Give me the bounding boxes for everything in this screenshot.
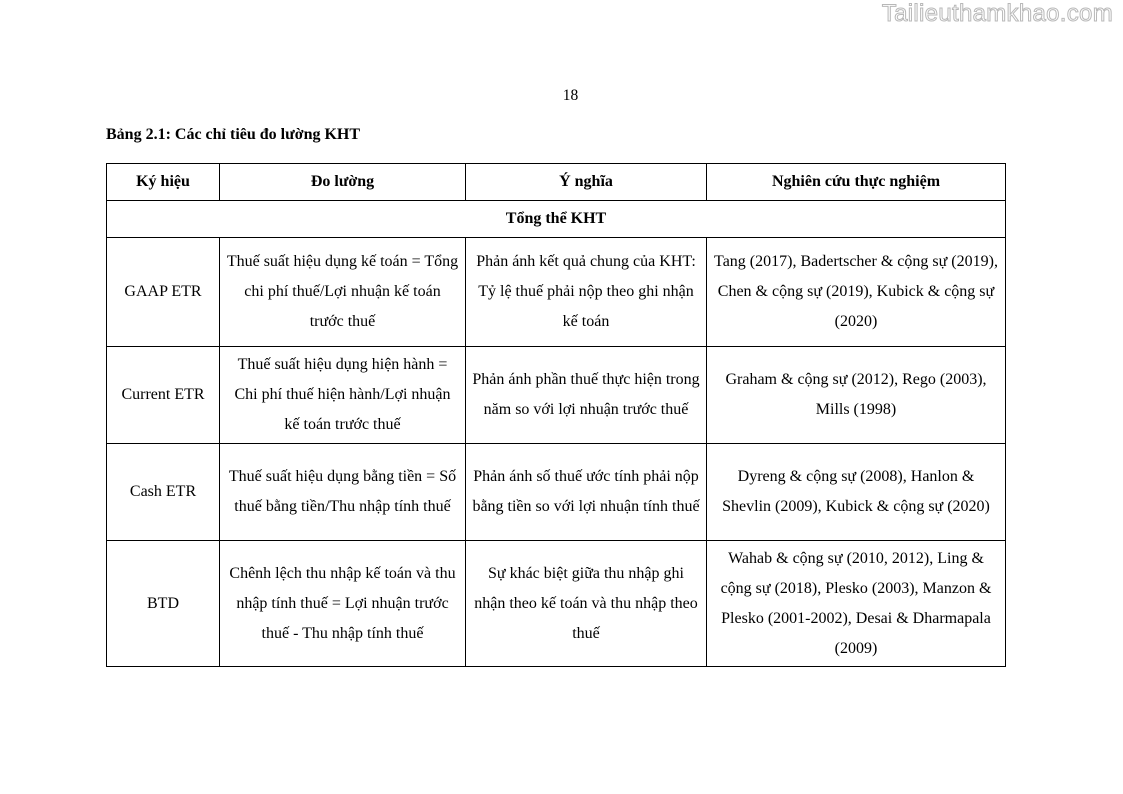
cell-meaning: Phản ánh số thuế ước tính phải nộp bằng tiền so với lợi nhuận tính thuế	[466, 444, 707, 541]
table-row	[107, 541, 1006, 667]
cell-studies: Tang (2017), Badertscher & cộng sự (2019), Chen & cộng sự (2019), Kubick & cộng sự (2020)	[707, 238, 1006, 347]
cell-symbol: Cash ETR	[107, 444, 220, 541]
cell-meaning: Phản ánh phần thuế thực hiện trong năm so với lợi nhuận trước thuế	[466, 347, 707, 444]
metrics-table	[106, 163, 1006, 667]
group-row	[107, 201, 1006, 238]
cell-meaning: Phản ánh kết quả chung của KHT: Tỷ lệ thuế phải nộp theo ghi nhận kế toán	[466, 238, 707, 347]
page-number: 18	[562, 87, 579, 104]
cell-symbol: BTD	[107, 541, 220, 667]
cell-meaning: Sự khác biệt giữa thu nhập ghi nhận theo kế toán và thu nhập theo thuế	[466, 541, 707, 667]
cell-studies: Graham & cộng sự (2012), Rego (2003), Mills (1998)	[707, 347, 1006, 444]
table-row	[107, 347, 1006, 444]
table-header-row	[107, 164, 1006, 201]
cell-studies: Wahab & cộng sự (2010, 2012), Ling & cộng sự (2018), Plesko (2003), Manzon & Plesko (2001-2002), Desai & Dharmapala (2009)	[707, 541, 1006, 667]
cell-measure: Thuế suất hiệu dụng kế toán = Tổng chi phí thuế/Lợi nhuận kế toán trước thuế	[220, 238, 466, 347]
cell-symbol: GAAP ETR	[107, 238, 220, 347]
header-symbol: Ký hiệu	[107, 164, 220, 201]
group-label: Tổng thể KHT	[107, 201, 1006, 238]
header-studies: Nghiên cứu thực nghiệm	[707, 164, 1006, 201]
watermark: Tailieuthamkhao.com	[881, 0, 1113, 27]
cell-measure: Thuế suất hiệu dụng hiện hành = Chi phí thuế hiện hành/Lợi nhuận kế toán trước thuế	[220, 347, 466, 444]
header-measure: Đo lường	[220, 164, 466, 201]
cell-studies: Dyreng & cộng sự (2008), Hanlon & Shevlin (2009), Kubick & cộng sự (2020)	[707, 444, 1006, 541]
cell-measure: Thuế suất hiệu dụng bằng tiền = Số thuế bằng tiền/Thu nhập tính thuế	[220, 444, 466, 541]
table-row	[107, 444, 1006, 541]
table-caption: Bảng 2.1: Các chỉ tiêu đo lường KHT	[106, 126, 361, 143]
cell-measure: Chênh lệch thu nhập kế toán và thu nhập tính thuế = Lợi nhuận trước thuế - Thu nhập tính thuế	[220, 541, 466, 667]
header-meaning: Ý nghĩa	[466, 164, 707, 201]
cell-symbol: Current ETR	[107, 347, 220, 444]
table-row	[107, 238, 1006, 347]
